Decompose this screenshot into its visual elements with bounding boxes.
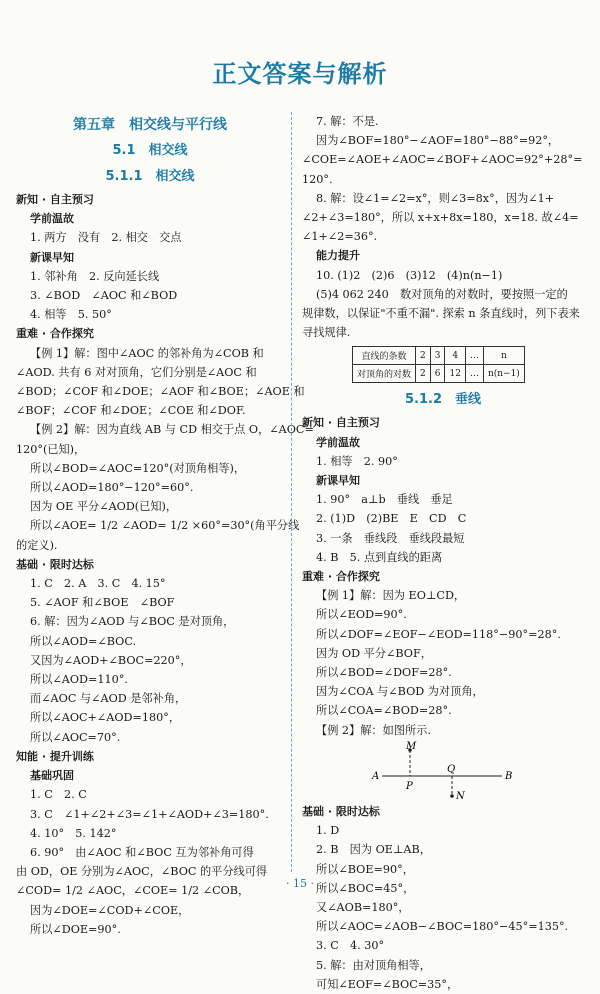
text-line: 1. 相等 2. 90° — [316, 454, 398, 468]
text-line: 因为 OE 平分∠AOD(已知)， — [30, 500, 178, 514]
answers-part-b — [302, 387, 584, 739]
table-cell: 3 — [430, 347, 445, 365]
text-line: 所以∠AOD=110°. — [30, 673, 128, 687]
text-line: 1. C 2. C — [30, 788, 87, 802]
text-line: 规律数，以保证"不重不漏". 探索 n 条直线时，列下表来 — [302, 307, 580, 321]
table-row — [353, 347, 525, 365]
text-line: 所以∠DOE=90°. — [30, 922, 121, 936]
table-cell: … — [465, 365, 483, 383]
text-line: 3. 一条 垂线段 垂线段最短 — [316, 531, 465, 545]
subheading: 基础 · 限时达标 — [302, 804, 380, 818]
left-column — [16, 112, 314, 939]
text-line: ∠COE=∠AOE+∠AOC=∠BOF+∠AOC=92°+28°= — [302, 153, 583, 167]
text-line: 4. B 5. 点到直线的距离 — [316, 550, 443, 564]
page-number: · 15 · — [286, 877, 314, 890]
text-line: 1. D — [316, 824, 340, 838]
text-line: 所以∠AOE= 1/2 ∠AOD= 1/2 ×60°=30°(角平分线 — [30, 519, 300, 533]
text-line: 所以∠BOC=45°， — [316, 881, 415, 895]
text-line: 8. 解：设∠1=∠2=x°，则∠3=8x°，因为∠1+ — [316, 191, 555, 205]
text-line: 所以∠AOC=∠AOB−∠BOC=180°−45°=135°. — [316, 920, 569, 934]
table-cell: n — [483, 347, 524, 365]
text-line: 因为∠BOF=180°−∠AOF=180°−88°=92°， — [316, 134, 560, 148]
table-cell: 12 — [445, 365, 465, 383]
chapter-heading: 第五章 相交线与平行线 — [73, 117, 227, 133]
label-q: Q — [447, 763, 456, 775]
text-line: 2. B 因为 OE⊥AB， — [316, 843, 431, 857]
text-line: 【例 1】解：图中∠AOC 的邻补角为∠COB 和 — [30, 346, 264, 360]
text-line: 1. 邻补角 2. 反向延长线 — [30, 269, 160, 283]
text-line: 的定义). — [16, 538, 58, 552]
text-line: 又因为∠AOD+∠BOC=220°， — [30, 653, 192, 667]
text-line: 120°. — [302, 172, 333, 186]
text-line: 3. C 4. 30° — [316, 939, 385, 953]
table-cell: 4 — [445, 347, 465, 365]
subheading: 基础巩固 — [30, 769, 74, 783]
text-line: 5. 解：由对顶角相等， — [316, 958, 431, 972]
text-line: 由 OD，OE 分别为∠AOC，∠BOC 的平分线可得 — [16, 865, 268, 879]
subheading: 学前温故 — [316, 435, 360, 449]
text-line: 因为∠COA 与∠BOD 为对顶角， — [316, 685, 484, 699]
text-line: 10. (1)2 (2)6 (3)12 (4)n(n−1) — [316, 268, 503, 282]
text-line: 【例 2】解：因为直线 AB 与 CD 相交于点 O，∠AOC= — [30, 423, 314, 437]
text-line: 1. 两方 没有 2. 相交 交点 — [30, 231, 182, 245]
answers-part-c — [302, 802, 584, 994]
table-cell: n(n−1) — [483, 365, 524, 383]
text-line: 所以∠BOD=∠DOF=28°. — [316, 666, 452, 680]
label-p: P — [406, 780, 413, 792]
table-row — [353, 365, 525, 383]
text-line: 3. ∠BOD ∠AOC 和∠BOD — [30, 289, 178, 303]
subheading: 学前温故 — [30, 212, 74, 226]
text-line: 所以∠COA=∠BOD=28°. — [316, 704, 452, 718]
table-cell: … — [465, 347, 483, 365]
text-line: 所以∠AOD=∠BOC. — [30, 634, 137, 648]
text-line: 所以∠AOC+∠AOD=180°， — [30, 711, 181, 725]
text-line: 1. C 2. A 3. C 4. 15° — [30, 577, 166, 591]
text-line: ∠BOF；∠COF 和∠DOE；∠COE 和∠DOF. — [16, 404, 246, 418]
text-line: 所以∠AOD=180°−120°=60°. — [30, 481, 194, 495]
answers-part-a — [302, 112, 584, 342]
subheading: 新课早知 — [30, 250, 74, 264]
subheading: 能力提升 — [316, 249, 360, 263]
table-cell: 直线的条数 — [353, 347, 416, 365]
table-cell: 对顶角的对数 — [353, 365, 416, 383]
text-line: 可知∠EOF=∠BOC=35°， — [316, 977, 459, 991]
text-line: 【例 1】解：因为 EO⊥CD， — [316, 589, 466, 603]
text-line: 4. 10° 5. 142° — [30, 826, 117, 840]
text-line: 因为∠DOE=∠COD+∠COE， — [30, 903, 190, 917]
text-line: 【例 2】解：如图所示. — [316, 723, 431, 737]
right-column — [302, 112, 584, 994]
text-line: 所以∠BOD=∠AOC=120°(对顶角相等)， — [30, 461, 246, 475]
table-cell: 2 — [416, 347, 431, 365]
text-line: 1. 90° a⊥b 垂线 垂足 — [316, 493, 453, 507]
subheading: 基础 · 限时达标 — [16, 557, 94, 571]
text-line: 又∠AOB=180°， — [316, 900, 410, 914]
label-a: A — [372, 770, 380, 782]
subheading: 重难 · 合作探究 — [302, 570, 380, 584]
column-divider — [291, 112, 292, 872]
text-line: 因为 OD 平分∠BOF， — [316, 646, 432, 660]
text-line: ∠2+∠3=180°，所以 x+x+8x=180，x=18. 故∠4= — [302, 211, 579, 225]
section-heading: 5.1 相交线 — [112, 143, 188, 158]
diagram-svg — [302, 742, 584, 800]
table-cell: 6 — [430, 365, 445, 383]
text-line: (5)4 062 240 数对顶角的对数时，要按照一定的 — [316, 287, 568, 301]
text-line: 6. 解：因为∠AOD 与∠BOC 是对顶角， — [30, 615, 235, 629]
text-line: 7. 解：不是. — [316, 115, 379, 128]
subheading: 重难 · 合作探究 — [16, 327, 94, 341]
table-cell: 2 — [416, 365, 431, 383]
subheading: 新知 · 自主预习 — [16, 193, 94, 206]
text-line: 120°(已知)， — [16, 442, 86, 456]
text-line: ∠COD= 1/2 ∠AOC，∠COE= 1/2 ∠COB， — [16, 884, 250, 898]
section-heading: 5.1.2 垂线 — [404, 392, 481, 408]
text-line: 所以∠DOF=∠EOF−∠EOD=118°−90°=28°. — [316, 627, 561, 641]
section-heading: 5.1.1 相交线 — [105, 169, 195, 184]
text-line: 所以∠EOD=90°. — [316, 608, 407, 622]
text-line: 所以∠AOC=70°. — [30, 730, 121, 744]
perpendicular-diagram — [302, 742, 584, 800]
text-line: 所以∠BOE=90°， — [316, 862, 414, 876]
subheading: 新课早知 — [316, 474, 360, 488]
text-line: ∠1+∠2=36°. — [302, 230, 378, 244]
label-n: N — [456, 790, 465, 802]
label-m: M — [406, 740, 417, 752]
text-line: 3. C ∠1+∠2+∠3=∠1+∠AOD+∠3=180°. — [30, 807, 269, 821]
subheading: 新知 · 自主预习 — [302, 416, 380, 430]
subheading: 知能 · 提升训练 — [16, 749, 94, 763]
text-line: 而∠AOC 与∠AOD 是邻补角， — [30, 692, 187, 706]
vertical-angles-table — [352, 346, 525, 383]
text-line: 4. 相等 5. 50° — [30, 308, 112, 322]
text-line: 6. 90° 由∠AOC 和∠BOC 互为邻补角可得 — [30, 845, 254, 859]
text-line: 2. (1)D (2)BE E CD C — [316, 512, 467, 526]
text-line: ∠AOD. 共有 6 对对顶角，它们分别是∠AOC 和 — [16, 365, 257, 379]
text-line: 寻找规律. — [302, 326, 351, 340]
text-line: ∠BOD；∠COF 和∠DOE；∠AOF 和∠BOE；∠AOE 和 — [16, 385, 305, 399]
page-title: 正文答案与解析 — [212, 60, 388, 88]
text-line: 5. ∠AOF 和∠BOE ∠BOF — [30, 596, 175, 610]
label-b: B — [505, 770, 513, 782]
